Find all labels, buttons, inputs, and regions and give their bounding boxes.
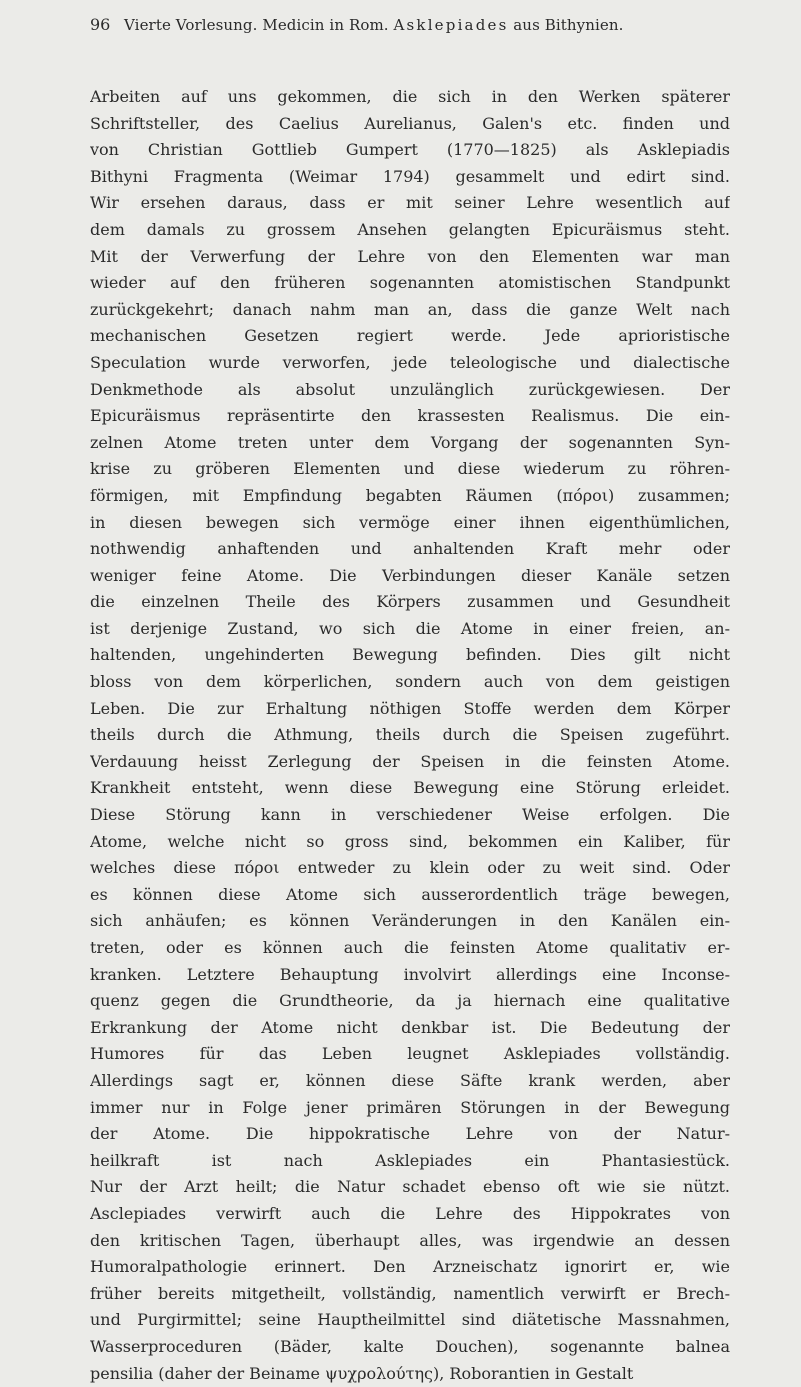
- text-line: theils durch die Athmung, theils durch die Speisen zugeführt.: [90, 722, 730, 749]
- text-line: haltenden, ungehinderten Bewegung befinden. Dies gilt nicht: [90, 642, 730, 669]
- text-line: es können diese Atome sich ausserordentlich träge bewegen,: [90, 882, 730, 909]
- text-line: Verdauung heisst Zerlegung der Speisen in die feinsten Atome.: [90, 749, 730, 776]
- text-line: förmigen, mit Empfindung begabten Räumen (πόροι) zusammen;: [90, 483, 730, 510]
- text-line: der Atome. Die hippokratische Lehre von der Natur-: [90, 1121, 730, 1148]
- text-line: Atome, welche nicht so gross sind, bekommen ein Kaliber, für: [90, 829, 730, 856]
- text-line: von Christian Gottlieb Gumpert (1770—1825) als Asklepiadis: [90, 137, 730, 164]
- text-line: die einzelnen Theile des Körpers zusammen und Gesundheit: [90, 589, 730, 616]
- text-line: weniger feine Atome. Die Verbindungen dieser Kanäle setzen: [90, 563, 730, 590]
- text-line: Schriftsteller, des Caelius Aurelianus, Galen's etc. finden und: [90, 111, 730, 138]
- text-line: zurückgekehrt; danach nahm man an, dass die ganze Welt nach: [90, 297, 730, 324]
- text-line: Mit der Verwerfung der Lehre von den Elementen war man: [90, 244, 730, 271]
- text-line: Humoralpathologie erinnert. Den Arzneischatz ignorirt er, wie: [90, 1254, 730, 1281]
- text-line: mechanischen Gesetzen regiert werde. Jede aprioristische: [90, 323, 730, 350]
- text-line: Humores für das Leben leugnet Asklepiades vollständig.: [90, 1041, 730, 1068]
- text-line: treten, oder es können auch die feinsten Atome qualitativ er-: [90, 935, 730, 962]
- text-line: pensilia (daher der Beiname ψυχρολούτης), Roborantien in Gestalt: [90, 1361, 730, 1387]
- text-line: kranken. Letztere Behauptung involvirt allerdings eine Inconse-: [90, 962, 730, 989]
- header-title-prefix: Vierte Vorlesung. Medicin in Rom.: [124, 16, 389, 34]
- text-line: wieder auf den früheren sogenannten atomistischen Standpunkt: [90, 270, 730, 297]
- running-head: [90, 10, 730, 40]
- text-line: und Purgirmittel; seine Hauptheilmittel sind diätetische Massnahmen,: [90, 1307, 730, 1334]
- text-line: sich anhäufen; es können Veränderungen in den Kanälen ein-: [90, 908, 730, 935]
- text-line: Epicuräismus repräsentirte den krassesten Realismus. Die ein-: [90, 403, 730, 430]
- text-line: Leben. Die zur Erhaltung nöthigen Stoffe werden dem Körper: [90, 696, 730, 723]
- text-line: Allerdings sagt er, können diese Säfte krank werden, aber: [90, 1068, 730, 1095]
- text-line: nothwendig anhaftenden und anhaltenden Kraft mehr oder: [90, 536, 730, 563]
- body-text: [90, 84, 730, 1387]
- text-line: den kritischen Tagen, überhaupt alles, was irgendwie an dessen: [90, 1228, 730, 1255]
- text-line: ist derjenige Zustand, wo sich die Atome in einer freien, an-: [90, 616, 730, 643]
- text-line: zelnen Atome treten unter dem Vorgang der sogenannten Syn-: [90, 430, 730, 457]
- text-line: Bithyni Fragmenta (Weimar 1794) gesammelt und edirt sind.: [90, 164, 730, 191]
- text-line: welches diese πόροι entweder zu klein oder zu weit sind. Oder: [90, 855, 730, 882]
- text-line: Speculation wurde verworfen, jede teleologische und dialectische: [90, 350, 730, 377]
- text-line: Asclepiades verwirft auch die Lehre des Hippokrates von: [90, 1201, 730, 1228]
- text-line: Wasserproceduren (Bäder, kalte Douchen), sogenannte balnea: [90, 1334, 730, 1361]
- text-line: dem damals zu grossem Ansehen gelangten Epicuräismus steht.: [90, 217, 730, 244]
- text-line: quenz gegen die Grundtheorie, da ja hiernach eine qualitative: [90, 988, 730, 1015]
- text-line: immer nur in Folge jener primären Störungen in der Bewegung: [90, 1095, 730, 1122]
- header-title-name: Asklepiades: [393, 16, 508, 34]
- header-title-suffix: aus Bithynien.: [513, 16, 623, 34]
- text-line: Nur der Arzt heilt; die Natur schadet ebenso oft wie sie nützt.: [90, 1174, 730, 1201]
- page-number: 96: [90, 10, 124, 40]
- text-line: Denkmethode als absolut unzulänglich zurückgewiesen. Der: [90, 377, 730, 404]
- text-line: Erkrankung der Atome nicht denkbar ist. Die Bedeutung der: [90, 1015, 730, 1042]
- text-line: Diese Störung kann in verschiedener Weise erfolgen. Die: [90, 802, 730, 829]
- text-line: bloss von dem körperlichen, sondern auch von dem geistigen: [90, 669, 730, 696]
- text-line: krise zu gröberen Elementen und diese wiederum zu röhren-: [90, 456, 730, 483]
- text-line: Wir ersehen daraus, dass er mit seiner Lehre wesentlich auf: [90, 190, 730, 217]
- text-line: früher bereits mitgetheilt, vollständig, namentlich verwirft er Brech-: [90, 1281, 730, 1308]
- text-line: Arbeiten auf uns gekommen, die sich in den Werken späterer: [90, 84, 730, 111]
- text-line: Krankheit entsteht, wenn diese Bewegung eine Störung erleidet.: [90, 775, 730, 802]
- text-line: in diesen bewegen sich vermöge einer ihnen eigenthümlichen,: [90, 510, 730, 537]
- text-line: heilkraft ist nach Asklepiades ein Phantasiestück.: [90, 1148, 730, 1175]
